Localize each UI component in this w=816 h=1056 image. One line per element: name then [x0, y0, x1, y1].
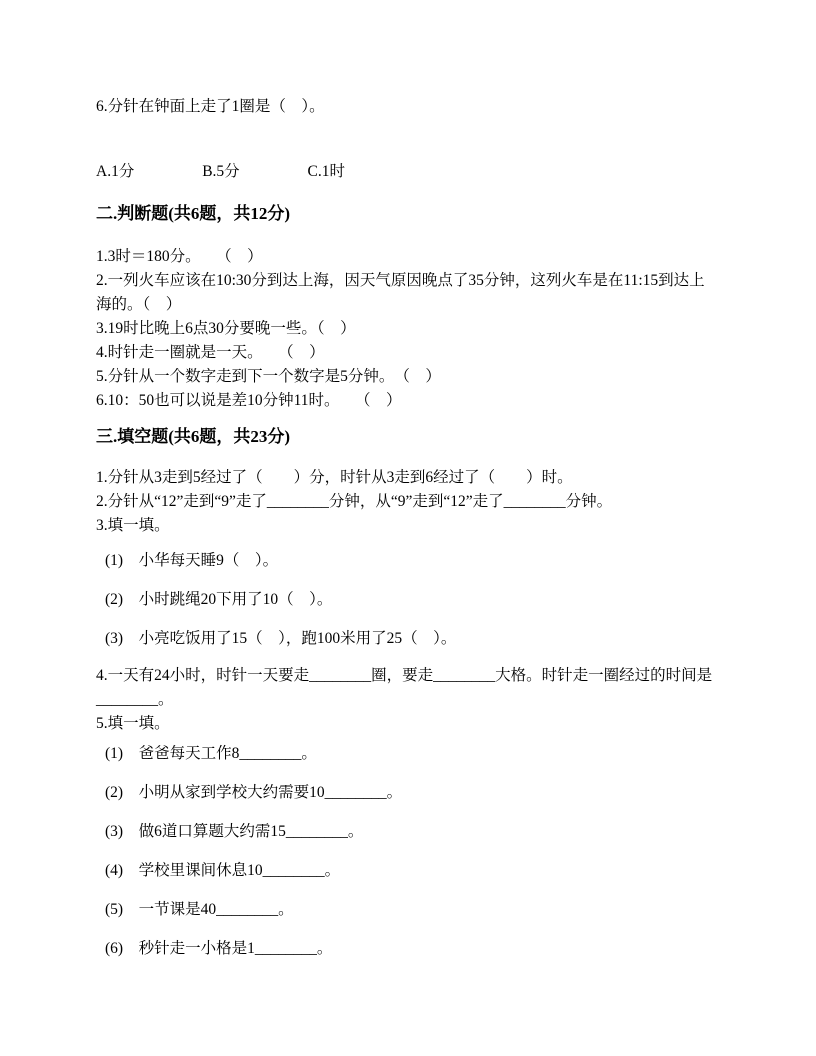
judge-item-3: 3.19时比晚上6点30分要晚一些。（ ）: [96, 320, 356, 337]
option-a: A.1分: [96, 163, 135, 180]
fill-item-3-sublist: [96, 549, 720, 651]
fill-section-heading: 三.填空题(共6题，共23分): [96, 427, 291, 446]
question6-options: [96, 160, 720, 184]
fill-item-3-sub-1: (1) 小华每天睡9（ ）。: [105, 552, 279, 569]
judge-item-2: 2.一列火车应该在10:30分到达上海，因天气原因晚点了35分钟，这列火车是在11:15到达上海的。（ ）: [96, 272, 705, 313]
fill-item-4: 4.一天有24小时，时针一天要走________圈，要走________大格。时针走一圈经过的时间是________。: [96, 667, 713, 708]
question6-stem: 6.分针在钟面上走了1圈是（ ）。: [96, 98, 325, 115]
judge-item-6: 6.10：50也可以说是差10分钟11时。 （ ）: [96, 392, 402, 409]
fill-item-5-sub-6: (6) 秒针走一小格是1________。: [105, 940, 333, 957]
fill-item-5-sub-4: (4) 学校里课间休息10________。: [105, 862, 341, 879]
fill-item-3-label: 3.填一填。: [96, 517, 170, 534]
fill-item-2: 2.分针从“12”走到“9”走了________分钟，从“9”走到“12”走了________分钟。: [96, 493, 613, 510]
fill-item-3-sub-2: (2) 小时跳绳20下用了10（ ）。: [105, 591, 333, 608]
fill-items-block-2: [96, 664, 720, 736]
fill-item-5-label: 5.填一填。: [96, 715, 170, 732]
fill-item-5-sub-3: (3) 做6道口算题大约需15________。: [105, 823, 364, 840]
fill-item-1: 1.分针从3走到5经过了（ ）分，时针从3走到6经过了（ ）时。: [96, 469, 573, 486]
option-c: C.1时: [307, 163, 346, 180]
judge-item-5: 5.分针从一个数字走到下一个数字是5分钟。 （ ）: [96, 368, 441, 385]
judge-item-list: [96, 245, 720, 413]
fill-item-5-sub-1: (1) 爸爸每天工作8________。: [105, 745, 317, 762]
fill-item-3-sub-3: (3) 小亮吃饭用了15（ ），跑100米用了25（ ）。: [105, 630, 457, 647]
judge-item-4: 4.时针走一圈就是一天。 （ ）: [96, 344, 325, 361]
option-b: B.5分: [202, 163, 240, 180]
fill-item-5-sub-2: (2) 小明从家到学校大约需要10________。: [105, 784, 403, 801]
judge-item-1: 1.3时＝180分。 （ ）: [96, 248, 263, 265]
judge-section-heading: 二.判断题(共6题，共12分): [96, 204, 291, 223]
fill-item-5-sub-5: (5) 一节课是40________。: [105, 901, 294, 918]
fill-item-5-sublist: [96, 742, 720, 961]
fill-items-block: [96, 466, 720, 538]
